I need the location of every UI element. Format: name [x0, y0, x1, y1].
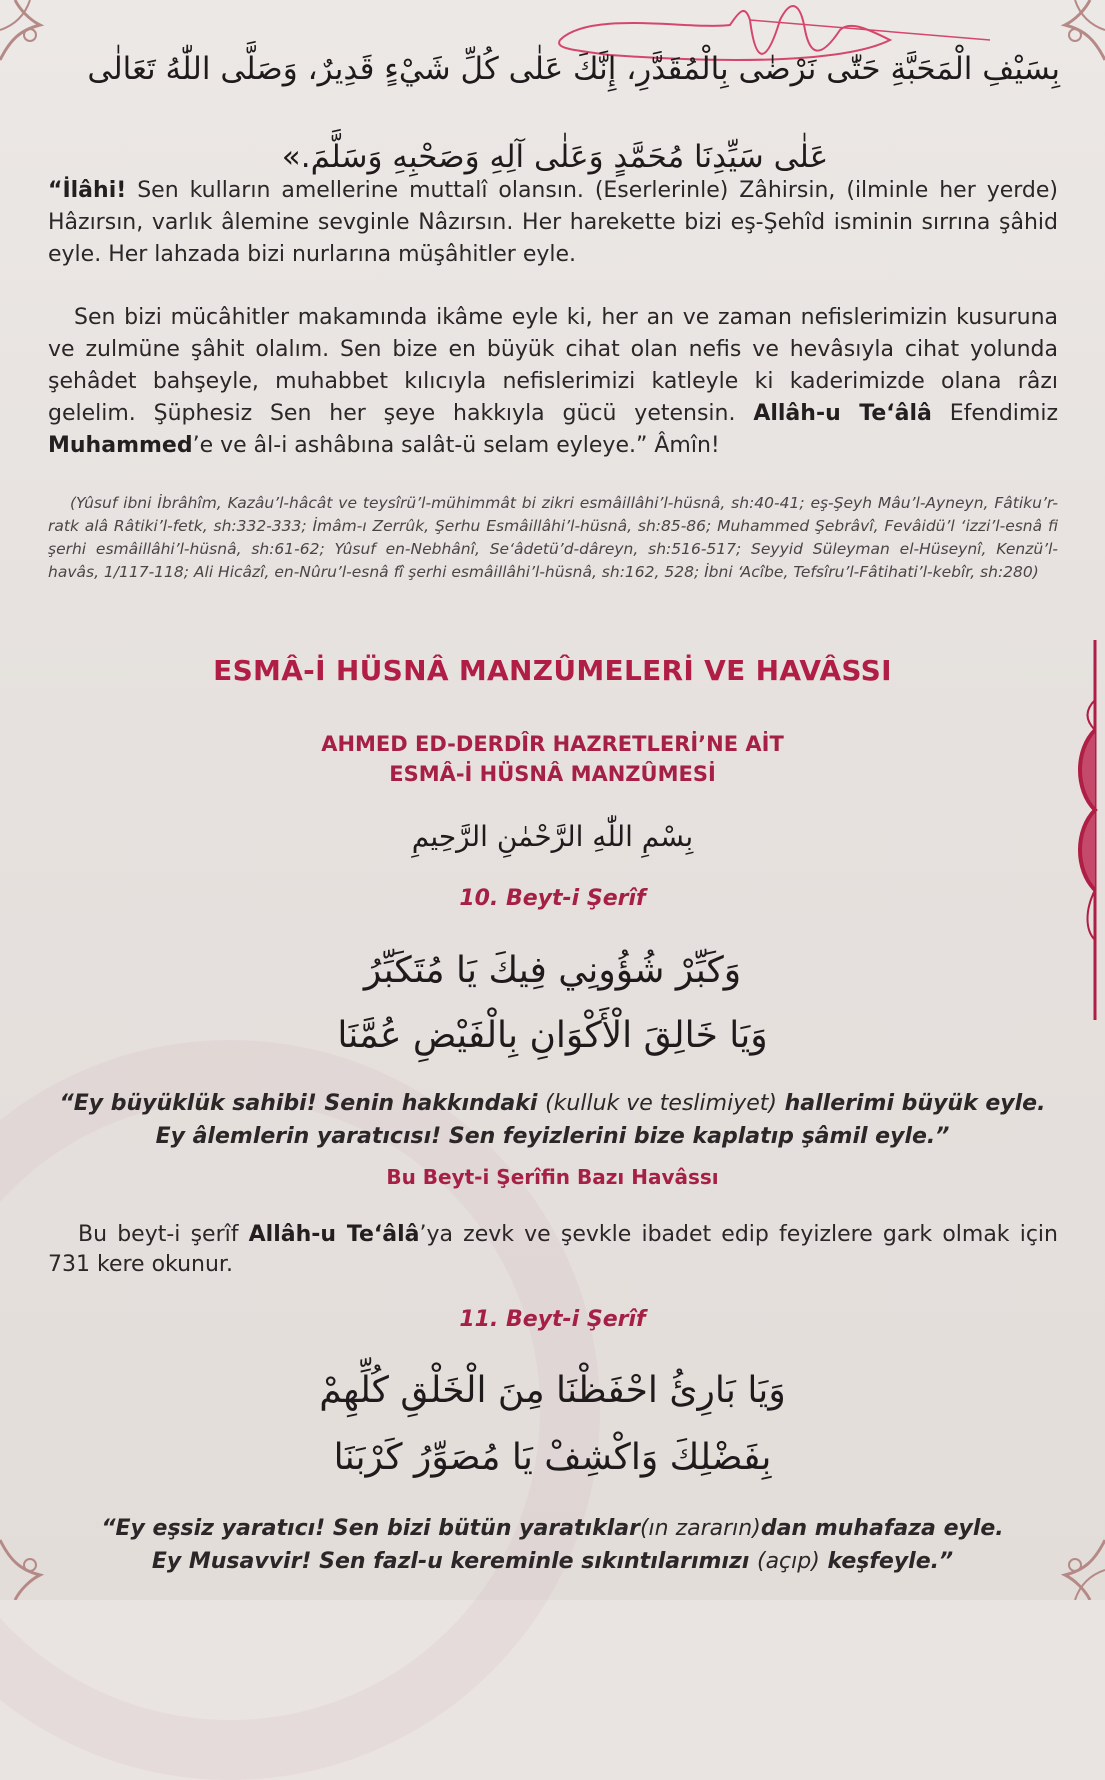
paragraph2-text-1: Sen bizi mücâhitler makamında ikâme eyle ki, her an ve zaman nefislerimizin kusuruna ve zulmüne şâhit olalım. Sen bize en büyük cihat olan nefis ve hevâsıyla cihat yolunda şehâdet bahşeyle, muhabbet kılıcıyla nefislerimizi katleyle ki kaderimizde olana râzı gelelim. Şüphesiz Sen her şeye hakkıyla gücü yetensin.	[48, 305, 1058, 426]
beyt-10-tr-note: (kulluk ve teslimiyet)	[545, 1091, 777, 1116]
section-heading: ESMÂ-İ HÜSNÂ MANZÛMELERİ VE HAVÂSSI	[213, 654, 892, 687]
prayer-paragraph-1	[48, 175, 1058, 271]
beyt-10-verse-line-1: وَكَبِّرْ شُؤُونِي فِيكَ يَا مُتَكَبِّرُ	[363, 950, 742, 991]
beyt-11-verse-line-2: بِفَضْلِكَ وَاكْشِفْ يَا مُصَوِّرُ كَرْبَنَا	[333, 1437, 772, 1478]
beyt-11-translation	[40, 1512, 1065, 1578]
beyt-10-tr-line-2: Ey âlemlerin yaratıcısı! Sen feyizlerini bize kaplatıp şâmil eyle.”	[155, 1124, 950, 1149]
citation: (Yûsuf ibni İbrâhîm, Kazâu’l-hâcât ve teysîrü’l-mühimmât bi zikri esmâillâhi’l-hüsnâ, sh:40-41; eş-Şeyh Mâu’l-Ayneyn, Fâtiku’r-ratk alâ Râtiki’l-fetk, sh:332-333; İmâm-ı Zerrûk, Şerhu Esmâillâhi’l-hüsnâ, sh:85-86; Muhammed Şebrâvî, Fevâidü’l ‘izzi’l-esnâ fi şerhi esmâillâhi’l-hüsnâ, sh:61-62; Yûsuf en-Nebhânî, Se‘âdetü’d-dâreyn, sh:516-517; Seyyid Süleyman el-Hüseynî, Kenzü’l-havâs, 1/117-118; Ali Hicâzî, en-Nûru’l-esnâ fî şerhi esmâillâhi’l-hüsnâ, sh:162, 528; İbni ‘Acîbe, Tefsîru’l-Fâtihati’l-kebîr, sh:280)	[48, 494, 1058, 581]
arabic-prayer-line-2: عَلٰى سَيِّدِنَا مُحَمَّدٍ وَعَلٰى آلِهِ وَصَحْبِهِ وَسَلَّمَ.»	[281, 139, 829, 175]
beyt-11-tr-part-3: Ey Musavvir! Sen fazl-u kereminle sıkıntılarımızı	[151, 1549, 757, 1574]
section-subheading-line-2: ESMÂ-İ HÜSNÂ MANZÛMESİ	[389, 762, 716, 786]
beyt-10-translation	[40, 1087, 1065, 1153]
beyt-11-tr-note-1: (ın zararın)	[639, 1516, 761, 1541]
beyt-10-tr-part-2: hallerimi büyük eyle.	[776, 1091, 1046, 1116]
ilahi-bold: “İlâhi!	[48, 178, 127, 203]
beyt-10-tr-part-1: “Ey büyüklük sahibi! Senin hakkındaki	[59, 1091, 546, 1116]
beyt-10-title: 10. Beyt-i Şerîf	[459, 886, 646, 911]
beyt-11-tr-part-1: “Ey eşsiz yaratıcı! Sen bizi bütün yaratıklar	[101, 1516, 640, 1541]
beyt-10-verse-line-2: وَيَا خَالِقَ الْأَكْوَانِ بِالْفَيْضِ عُمَّنَا	[337, 1015, 768, 1056]
beyt-11-tr-part-4: keşfeyle.”	[819, 1549, 954, 1574]
beyt-11-tr-note-2: (açıp)	[756, 1549, 820, 1574]
prayer-paragraph-2	[48, 302, 1058, 462]
havass-paragraph	[48, 1220, 1058, 1280]
allah-bold: Allâh-u Te‘âlâ	[753, 401, 932, 426]
arabic-prayer-line-1: بِسَيْفِ الْمَحَبَّةِ حَتّٰى نَرْضٰى بِالْمُقَدَّرِ، إِنَّكَ عَلٰى كُلِّ شَيْءٍ قَدِيرٌ، وَصَلَّى اللّٰهُ تَعَالٰى	[87, 51, 1060, 87]
beyt-11-title: 11. Beyt-i Şerîf	[459, 1307, 646, 1332]
beyt-11-tr-part-2: dan muhafaza eyle.	[760, 1516, 1004, 1541]
section-subheading-line-1: AHMED ED-DERDÎR HAZRETLERİ’NE AİT	[321, 732, 784, 756]
paragraph2-text-2: Efendimiz	[931, 401, 1058, 426]
muhammed-bold: Muhammed	[48, 433, 193, 458]
beyt-11-verse-line-1: وَيَا بَارِئُ احْفَظْنَا مِنَ الْخَلْقِ كُلِّهِمْ	[319, 1370, 786, 1411]
paragraph1-text: Sen kulların amellerine muttalî olansın. (Eserlerinle) Zâhirsin, (ilminle her yerde) Hâzırsın, varlık âlemine sevginle Nâzırsın. Her harekette bizi eş-Şehîd isminin sırrına şâhid eyle. Her lahzada bizi nurlarına müşâhitler eyle.	[48, 178, 1058, 267]
havass-text-1: Bu beyt-i şerîf	[78, 1222, 249, 1247]
paragraph2-text-3: ’e ve âl-i ashâbına salât-ü selam eyleye.” Âmîn!	[192, 433, 720, 458]
havass-heading: Bu Beyt-i Şerîfin Bazı Havâssı	[386, 1165, 719, 1189]
basmala: بِسْمِ اللّٰهِ الرَّحْمٰنِ الرَّحِيمِ	[411, 820, 694, 853]
havass-allah-bold: Allâh-u Te‘âlâ	[248, 1222, 420, 1247]
havass-text-2: ’ya zevk ve şevkle ibadet edip feyizlere gark olmak için 731 kere okunur.	[48, 1222, 1058, 1277]
